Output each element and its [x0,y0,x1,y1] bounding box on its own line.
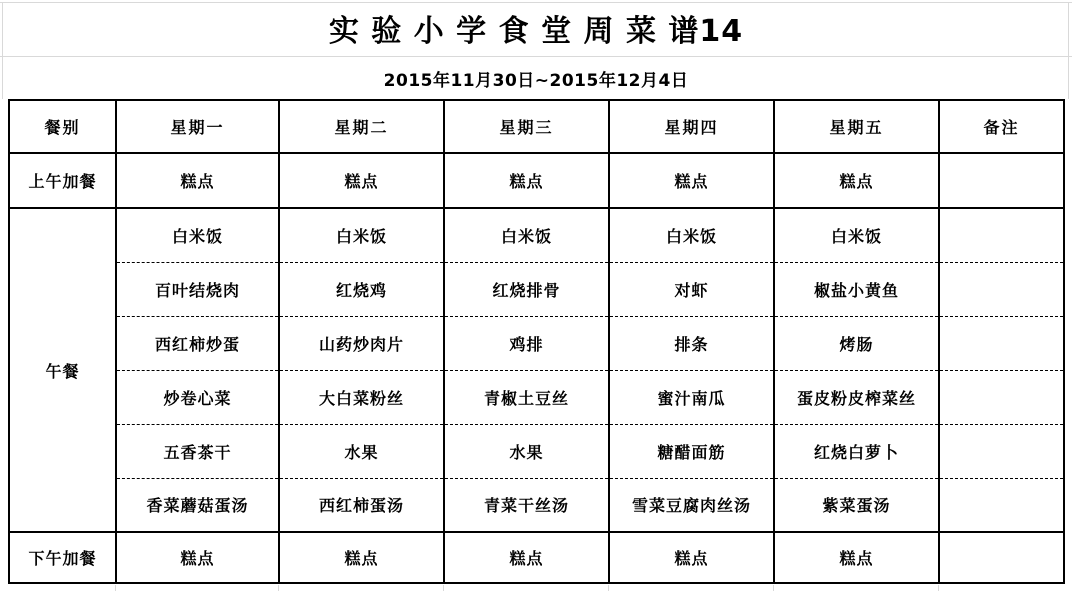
menu-cell: 白米饭 [279,208,444,262]
gridline-stub [115,585,116,591]
menu-cell: 白米饭 [116,208,279,262]
subtitle-band [0,57,1072,99]
menu-cell: 糕点 [774,532,939,583]
morning-snack-row [9,153,1064,208]
remark-cell [939,153,1064,208]
menu-cell: 蛋皮粉皮榨菜丝 [774,370,939,424]
header-remarks: 备注 [939,100,1064,153]
menu-cell: 糕点 [116,532,279,583]
menu-cell: 红烧鸡 [279,262,444,316]
gridline-stub [608,585,609,591]
menu-table [8,99,1065,584]
afternoon-snack-row [9,532,1064,583]
header-wednesday: 星期三 [444,100,609,153]
menu-cell: 雪菜豆腐肉丝汤 [609,478,774,532]
menu-cell: 排条 [609,316,774,370]
remark-cell [939,262,1064,316]
date-range: 2015年11月30日~2015年12月4日 [383,70,689,91]
remark-cell [939,208,1064,262]
header-row [9,100,1064,153]
menu-cell: 糖醋面筋 [609,424,774,478]
row-label-morning-snack: 上午加餐 [9,153,116,208]
remark-cell [939,532,1064,583]
menu-cell: 糕点 [444,153,609,208]
lunch-row [9,478,1064,532]
gridline-stub [278,585,279,591]
remark-cell [939,478,1064,532]
menu-cell: 水果 [444,424,609,478]
page-title: 实 验 小 学 食 堂 周 菜 谱14 [328,14,744,49]
lunch-row [9,208,1064,262]
menu-cell: 炒卷心菜 [116,370,279,424]
remark-cell [939,316,1064,370]
menu-cell: 糕点 [774,153,939,208]
menu-cell: 鸡排 [444,316,609,370]
menu-cell: 红烧白萝卜 [774,424,939,478]
menu-cell: 白米饭 [609,208,774,262]
menu-cell: 青菜干丝汤 [444,478,609,532]
menu-cell: 紫菜蛋汤 [774,478,939,532]
lunch-row [9,262,1064,316]
menu-cell: 青椒土豆丝 [444,370,609,424]
lunch-row [9,316,1064,370]
menu-cell: 蜜汁南瓜 [609,370,774,424]
menu-cell: 白米饭 [444,208,609,262]
menu-cell: 糕点 [609,532,774,583]
header-meal-type: 餐别 [9,100,116,153]
menu-cell: 五香茶干 [116,424,279,478]
menu-cell: 红烧排骨 [444,262,609,316]
header-thursday: 星期四 [609,100,774,153]
gridline-stub [938,585,939,591]
gridline-stub [773,585,774,591]
remark-cell [939,370,1064,424]
header-tuesday: 星期二 [279,100,444,153]
menu-cell: 香菜蘑菇蛋汤 [116,478,279,532]
menu-cell: 大白菜粉丝 [279,370,444,424]
menu-cell: 糕点 [279,532,444,583]
menu-cell: 白米饭 [774,208,939,262]
lunch-row [9,424,1064,478]
gridline-stub [443,585,444,591]
menu-cell: 烤肠 [774,316,939,370]
menu-cell: 山药炒肉片 [279,316,444,370]
row-label-lunch: 午餐 [9,208,116,532]
header-monday: 星期一 [116,100,279,153]
menu-cell: 西红柿炒蛋 [116,316,279,370]
menu-cell: 水果 [279,424,444,478]
title-band [0,0,1072,56]
menu-cell: 百叶结烧肉 [116,262,279,316]
menu-cell: 糕点 [444,532,609,583]
menu-cell: 糕点 [609,153,774,208]
menu-cell: 西红柿蛋汤 [279,478,444,532]
header-friday: 星期五 [774,100,939,153]
menu-cell: 糕点 [279,153,444,208]
menu-cell: 糕点 [116,153,279,208]
lunch-row [9,370,1064,424]
remark-cell [939,424,1064,478]
menu-cell: 对虾 [609,262,774,316]
row-label-afternoon-snack: 下午加餐 [9,532,116,583]
menu-cell: 椒盐小黄鱼 [774,262,939,316]
